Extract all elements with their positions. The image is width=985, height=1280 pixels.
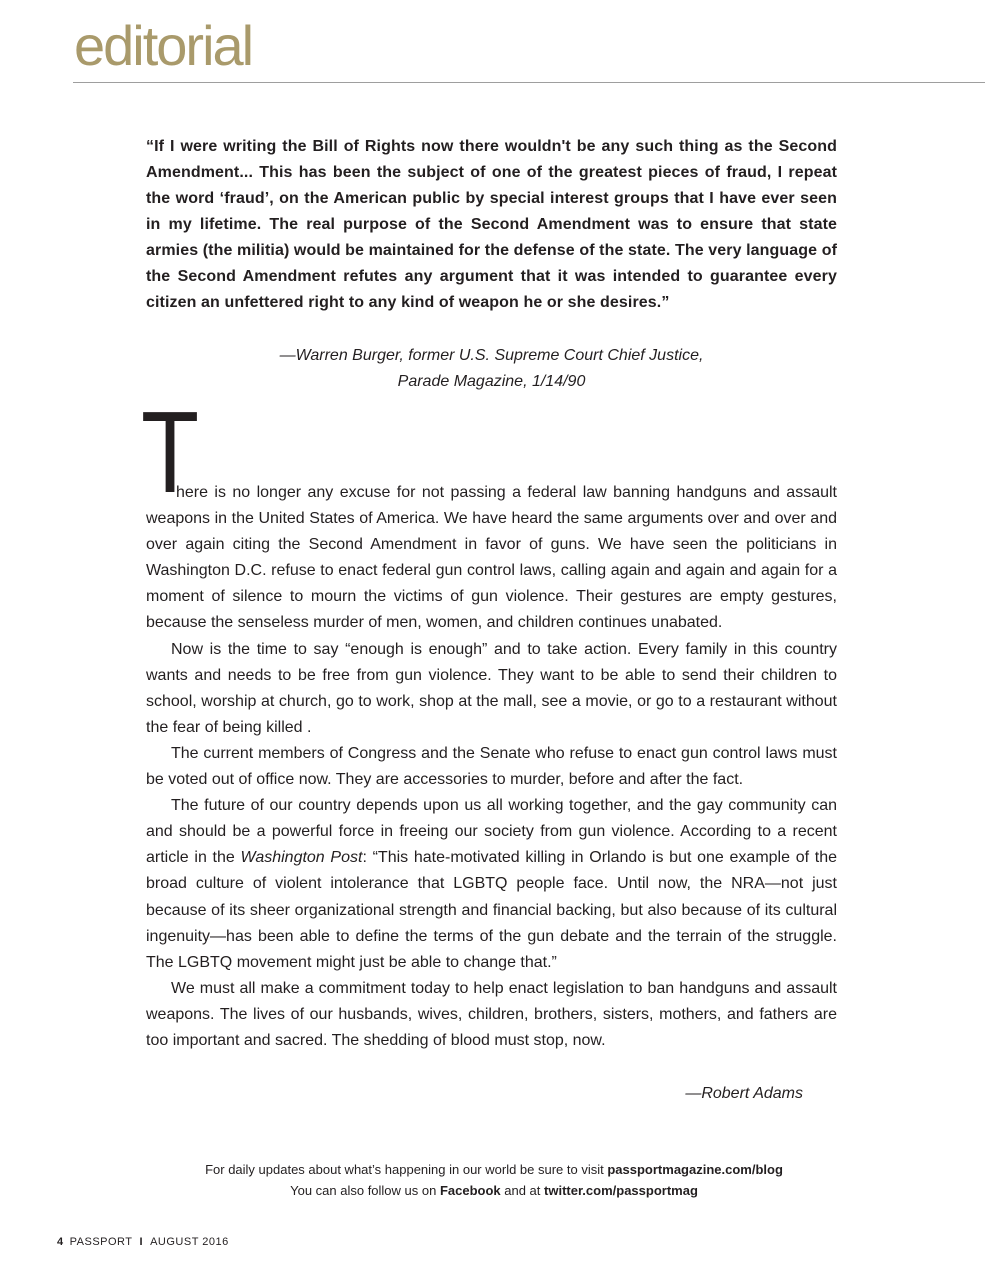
article-paragraph-2: Now is the time to say “enough is enough” and to take action. Every family in this country wants and needs to be free from gun violence. They want to be able to send their children to school, worship at church, go to work, shop at the mall, see a movie, or go to a restaurant without the fear of being killed .: [146, 640, 837, 736]
page-folio: [57, 1235, 229, 1249]
paragraph-4-intro: The future of our country depends upon us all working together, and the gay community can and should be a powerful force in freeing our society from gun violence. According to a recent article in the: [146, 797, 837, 867]
article-paragraph-5: We must all make a commitment today to help enact legislation to ban handguns and assault weapons. The lives of our husbands, wives, children, brothers, sisters, mothers, and fathers are too important and sacred. The shedding of blood must stop, now.: [146, 979, 837, 1049]
section-title: editorial: [74, 14, 253, 77]
attribution-line-1: —Warren Burger, former U.S. Supreme Court Chief Justice,: [279, 347, 704, 364]
drop-cap: T: [141, 387, 200, 517]
magazine-name: PASSPORT: [69, 1236, 133, 1248]
article-paragraph-4: [146, 793, 837, 976]
attribution-line-2: Parade Magazine, 1/14/90: [397, 373, 586, 390]
quote-attribution: [146, 343, 837, 395]
footer-line-1: [146, 1159, 842, 1180]
page-number: 4: [57, 1236, 64, 1248]
footer-line-2-middle: and at: [500, 1183, 545, 1198]
article-body: [146, 480, 837, 1054]
article-paragraph-3: The current members of Congress and the Senate who refuse to enact gun control laws must be voted out of office now. They are accessories to murder, before and after the fact.: [146, 744, 837, 789]
footer-line-2: [146, 1180, 842, 1201]
issue-date: AUGUST 2016: [150, 1236, 229, 1248]
paragraph-4-quote: : “This hate-motivated killing in Orlando is but one example of the broad culture of violent intolerance that LGBTQ people face. Until now, the NRA—not just because of its sheer organizational strength and financial backing, but also because of its cultural ingenuity—has been able to define the terms of the gun debate and the terrain of the struggle. The LGBTQ movement might just be able to change that.”: [146, 849, 837, 971]
footer-note: [146, 1159, 842, 1201]
pull-quote: “If I were writing the Bill of Rights now there wouldn't be any such thing as the Second Amendment... This has been the subject of one of the greatest pieces of fraud, I repeat the word ‘fraud’, on the American public by special interest groups that I have ever seen in my lifetime. The real purpose of the Second Amendment was to ensure that state armies (the militia) would be maintained for the defense of the state. The very language of the Second Amendment refutes any argument that it was intended to guarantee every citizen an unfettered right to any kind of weapon he or she desires.”: [146, 138, 838, 311]
publication-name: Washington Post: [240, 849, 363, 867]
folio-separator: I: [139, 1236, 144, 1248]
twitter-link[interactable]: twitter.com/passportmag: [544, 1183, 698, 1198]
author-signature: —Robert Adams: [685, 1085, 803, 1102]
footer-line-2-prefix: You can also follow us on: [290, 1183, 440, 1198]
title-divider: [73, 82, 985, 83]
footer-line-1-text: For daily updates about what’s happening in our world be sure to visit: [205, 1162, 608, 1177]
article-paragraph-1: here is no longer any excuse for not passing a federal law banning handguns and assault weapons in the United States of America. We have heard the same arguments over and over and over again citing the Second Amendment in favor of guns. We have seen the politicians in Washington D.C. refuse to enact federal gun control laws, calling again and again and again for a moment of silence to mourn the victims of gun violence. Their gestures are empty gestures, because the senseless murder of men, women, and children continues unabated.: [146, 484, 837, 632]
blog-link[interactable]: passportmagazine.com/blog: [607, 1162, 783, 1177]
facebook-link[interactable]: Facebook: [439, 1183, 501, 1198]
